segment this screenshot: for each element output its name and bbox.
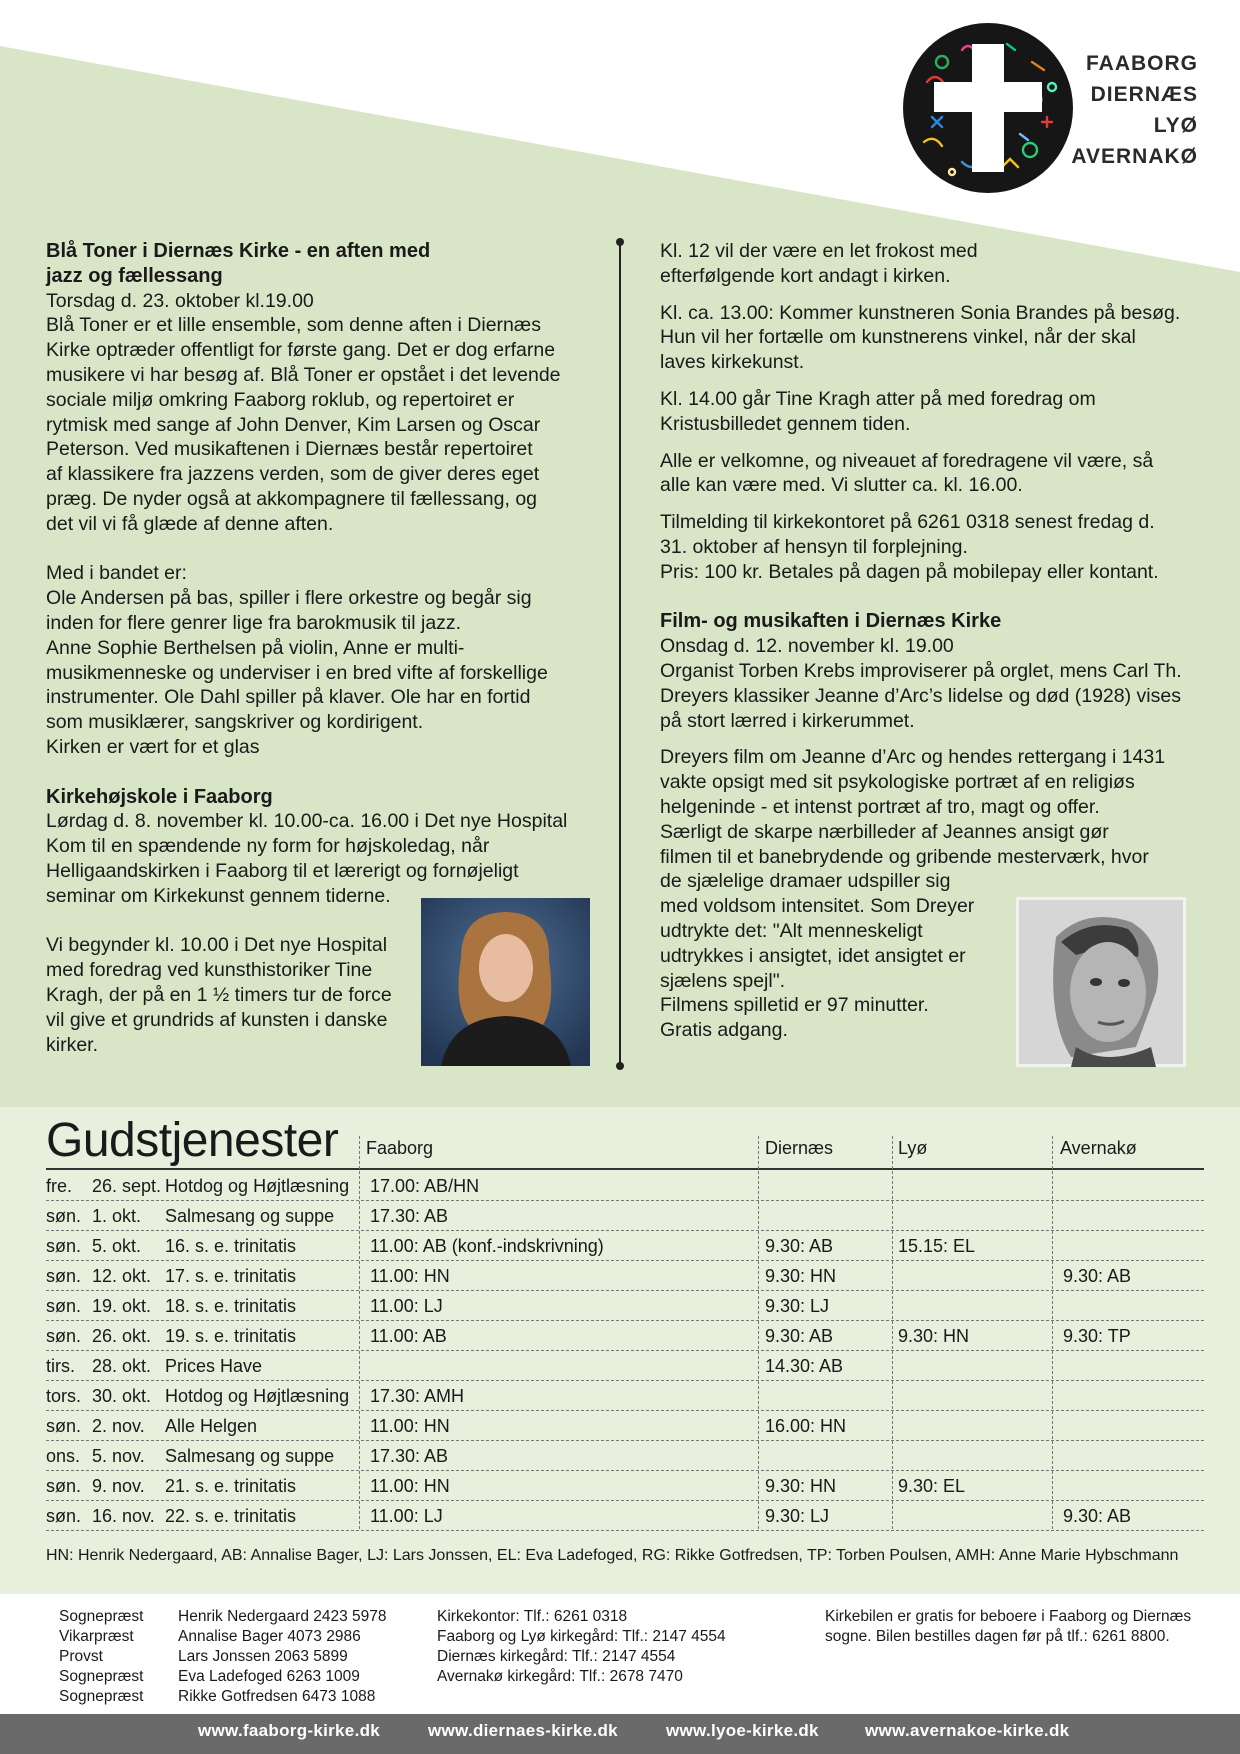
cell-day: søn.	[46, 1476, 82, 1496]
body-line: Kragh, der på en 1 ½ timers tur de force	[46, 983, 392, 1006]
body-line: Filmens spilletid er 97 minutter.	[660, 994, 929, 1017]
body-line: det vil vi få glæde af denne aften.	[46, 512, 334, 535]
body-line: Alle er velkomne, og niveauet af foredragene vil være, så	[660, 449, 1154, 472]
table-row	[46, 1381, 1204, 1411]
cell-faaborg: 11.00: AB (konf.-indskrivning)	[370, 1236, 604, 1256]
cell-day: søn.	[46, 1326, 82, 1346]
cell-day: søn.	[46, 1506, 82, 1526]
parish-name: AVERNAKØ	[1071, 145, 1198, 168]
article-title: jazz og fællessang	[46, 264, 223, 287]
clergy-contact: Lars Jonssen 2063 5899	[178, 1648, 348, 1665]
body-line: Gratis adgang.	[660, 1019, 788, 1042]
table-row	[46, 1321, 1204, 1351]
info-line: sogne. Bilen bestilles dagen før på tlf.: 6261 8800.	[825, 1628, 1170, 1645]
body-line: de sjælelige dramaer udspiller sig	[660, 870, 951, 893]
body-line: udtrykte det: "Alt menneskeligt	[660, 919, 923, 942]
cell-event: Salmesang og suppe	[165, 1446, 335, 1466]
website-link-diernaes[interactable]: www.diernaes-kirke.dk	[428, 1721, 618, 1740]
article-title: Kirkehøjskole i Faaborg	[46, 785, 273, 808]
cell-day: søn.	[46, 1296, 82, 1316]
church-car-info	[825, 1607, 1191, 1647]
body-line: kirker.	[46, 1033, 99, 1056]
body-line: laves kirkekunst.	[660, 351, 805, 374]
office-contact: Faaborg og Lyø kirkegård: Tlf.: 2147 4554	[437, 1628, 726, 1645]
website-link-lyo[interactable]: www.lyoe-kirke.dk	[666, 1721, 819, 1740]
cell-date: 28. okt.	[92, 1356, 152, 1376]
column-header-avernako: Avernakø	[1060, 1138, 1137, 1158]
cell-diernaes: 14.30: AB	[765, 1356, 844, 1376]
office-contacts	[437, 1607, 726, 1687]
cell-date: 2. nov.	[92, 1416, 145, 1436]
body-line: Kl. ca. 13.00: Kommer kunstneren Sonia Brandes på besøg.	[660, 301, 1181, 324]
parish-name: FAABORG	[1086, 52, 1198, 75]
cell-faaborg: 11.00: HN	[370, 1416, 450, 1436]
cell-day: søn.	[46, 1206, 82, 1226]
clergy-roles	[59, 1607, 143, 1707]
cell-date: 19. okt.	[92, 1296, 152, 1316]
cell-day: søn.	[46, 1236, 82, 1256]
cell-event: 18. s. e. trinitatis	[165, 1296, 297, 1316]
cell-avernako: 9.30: AB	[1063, 1506, 1132, 1526]
parish-name: LYØ	[1153, 114, 1198, 137]
body-line: Kirken er vært for et glas	[46, 735, 260, 758]
cell-event: Prices Have	[165, 1356, 263, 1376]
body-line: Kl. 14.00 går Tine Kragh atter på med foredrag om	[660, 387, 1096, 410]
role: Provst	[59, 1648, 103, 1665]
body-line: Kl. 12 vil der være en let frokost med	[660, 240, 978, 262]
body-line: med voldsom intensitet. Som Dreyer	[660, 895, 975, 918]
body-line: som musiklærer, sangskriver og kordirigent.	[46, 711, 424, 734]
body-line: Hun vil her fortælle om kunstnerens vinkel, når der skal	[660, 326, 1136, 349]
cell-day: ons.	[46, 1446, 81, 1466]
film-still-photo	[1016, 897, 1186, 1067]
table-row	[46, 1501, 1204, 1531]
body-line: 31. oktober af hensyn til forplejning.	[660, 535, 968, 558]
cell-faaborg: 17.30: AB	[370, 1446, 449, 1466]
table-row	[46, 1411, 1204, 1441]
body-line: udtrykkes i ansigtet, idet ansigtet er	[660, 944, 966, 967]
cell-date: 26. okt.	[92, 1326, 152, 1346]
article-date: Torsdag d. 23. oktober kl.19.00	[46, 289, 314, 312]
cell-event: 22. s. e. trinitatis	[165, 1506, 297, 1526]
table-row	[46, 1441, 1204, 1471]
body-line: på stort lærred i kirkerummet.	[660, 709, 915, 732]
cell-faaborg: 11.00: LJ	[370, 1296, 443, 1316]
schedule-title: Gudstjenester	[46, 1114, 339, 1167]
body-line: Ole Andersen på bas, spiller i flere orkestre og begår sig	[46, 587, 532, 610]
cell-event: Hotdog og Højtlæsning	[165, 1386, 350, 1406]
cell-faaborg: 11.00: HN	[370, 1476, 450, 1496]
cell-event: 19. s. e. trinitatis	[165, 1326, 297, 1346]
cell-day: tors.	[46, 1386, 82, 1406]
table-row	[46, 1471, 1204, 1501]
cell-faaborg: 11.00: LJ	[370, 1506, 443, 1526]
body-line: filmen til et banebrydende og gribende mesterværk, hvor	[660, 845, 1149, 868]
cell-date: 12. okt.	[92, 1266, 152, 1286]
cell-diernaes: 9.30: HN	[765, 1476, 837, 1496]
cell-diernaes: 9.30: HN	[765, 1266, 837, 1286]
cell-diernaes: 16.00: HN	[765, 1416, 847, 1436]
cell-diernaes: 9.30: LJ	[765, 1296, 830, 1316]
body-line: instrumenter. Ole Dahl spiller på klaver. Ole har en fortid	[46, 686, 531, 709]
cell-day: tirs.	[46, 1356, 75, 1376]
office-contact: Kirkekontor: Tlf.: 6261 0318	[437, 1608, 628, 1625]
cell-faaborg: 17.30: AMH	[370, 1386, 465, 1406]
body-line: med foredrag ved kunsthistoriker Tine	[46, 959, 373, 982]
body-line: Organist Torben Krebs improviserer på orglet, mens Carl Th.	[660, 659, 1182, 682]
body-line: musikere vi har besøg af. Blå Toner er opstået i det levende	[46, 363, 561, 386]
cell-day: søn.	[46, 1266, 82, 1286]
body-line: inden for flere genrer lige fra barokmusik til jazz.	[46, 611, 462, 634]
cell-faaborg: 17.00: AB/HN	[370, 1176, 480, 1196]
cell-event: Salmesang og suppe	[165, 1206, 335, 1226]
table-row	[46, 1171, 1204, 1201]
cell-faaborg: 11.00: AB	[370, 1326, 447, 1346]
article-title: Film- og musikaften i Diernæs Kirke	[660, 610, 1002, 633]
cell-day: søn.	[46, 1416, 82, 1436]
body-line: helgeninde - et intenst portræt af tro, magt og offer.	[660, 795, 1100, 818]
cell-diernaes: 9.30: AB	[765, 1236, 834, 1256]
cell-event: 16. s. e. trinitatis	[165, 1236, 297, 1256]
cell-event: Alle Helgen	[165, 1416, 258, 1436]
clergy-contact: Eva Ladefoged 6263 1009	[178, 1668, 360, 1685]
table-row	[46, 1231, 1204, 1261]
body-line: Tilmelding til kirkekontoret på 6261 0318 senest fredag d.	[660, 511, 1155, 534]
body-line: rytmisk med sange af John Denver, Kim Larsen og Oscar	[46, 413, 541, 436]
cell-date: 5. okt.	[92, 1236, 142, 1256]
table-header-rule	[46, 1168, 1204, 1170]
article-date: Lørdag d. 8. november kl. 10.00-ca. 16.00 i Det nye Hospital	[46, 810, 568, 833]
body-line: Dreyers klassiker Jeanne d’Arc’s lidelse og død (1928) vises	[660, 684, 1181, 707]
clergy-names	[178, 1607, 387, 1707]
office-contact: Diernæs kirkegård: Tlf.: 2147 4554	[437, 1648, 676, 1665]
body-line: Med i bandet er:	[46, 562, 187, 585]
role: Vikarpræst	[59, 1628, 134, 1645]
cell-diernaes: 9.30: LJ	[765, 1506, 830, 1526]
table-row	[46, 1261, 1204, 1291]
body-line: Dreyers film om Jeanne d’Arc og hendes rettergang i 1431	[660, 746, 1166, 769]
article-date: Onsdag d. 12. november kl. 19.00	[660, 635, 954, 658]
body-line: Kristusbilledet gennem tiden.	[660, 412, 911, 435]
body-line: alle kan være med. Vi slutter ca. kl. 16.00.	[660, 474, 1023, 497]
body-line: præg. De nyder også at akkompagnere til fællessang, og	[46, 487, 538, 510]
cell-avernako: 9.30: TP	[1063, 1326, 1131, 1346]
cell-date: 9. nov.	[92, 1476, 145, 1496]
body-line: Helligaandskirken i Faaborg til et lærerigt og fornøjeligt	[46, 859, 519, 882]
body-line: Anne Sophie Berthelsen på violin, Anne er multi-	[46, 636, 465, 659]
office-contact: Avernakø kirkegård: Tlf.: 2678 7470	[437, 1668, 683, 1685]
church-logo-icon	[902, 22, 1074, 194]
body-line: Pris: 100 kr. Betales på dagen på mobilepay eller kontant.	[660, 560, 1159, 583]
cell-event: Hotdog og Højtlæsning	[165, 1176, 350, 1196]
clergy-contact: Annalise Bager 4073 2986	[178, 1628, 361, 1645]
column-header-faaborg: Faaborg	[366, 1138, 434, 1158]
cell-date: 16. nov.	[92, 1506, 155, 1526]
table-row	[46, 1201, 1204, 1231]
cell-faaborg: 11.00: HN	[370, 1266, 450, 1286]
cell-faaborg: 17.30: AB	[370, 1206, 449, 1226]
cell-date: 26. sept.	[92, 1176, 162, 1196]
column-header-diernaes: Diernæs	[765, 1138, 834, 1158]
body-line: vil give et grundrids af kunsten i danske	[46, 1008, 388, 1031]
body-line: vakte opsigt med sit psykologiske portræt af en religiøs	[660, 771, 1135, 794]
body-line: sjælens spejl".	[660, 969, 786, 992]
body-line: af klassikere fra jazzens verden, som de giver deres eget	[46, 463, 540, 486]
cell-day: fre.	[46, 1176, 73, 1196]
body-line: Særligt de skarpe nærbilleder af Jeannes ansigt gør	[660, 820, 1109, 843]
cell-diernaes: 9.30: AB	[765, 1326, 834, 1346]
cell-event: 21. s. e. trinitatis	[165, 1476, 297, 1496]
portrait-photo	[421, 898, 590, 1066]
cell-date: 5. nov.	[92, 1446, 145, 1466]
body-line: musikmenneske og underviser i en bred vifte af forskellige	[46, 661, 548, 684]
article-title: Blå Toner i Diernæs Kirke - en aften med	[46, 240, 431, 262]
website-link-faaborg[interactable]: www.faaborg-kirke.dk	[198, 1721, 381, 1740]
parish-names	[1071, 48, 1198, 172]
schedule-legend: HN: Henrik Nedergaard, AB: Annalise Bager, LJ: Lars Jonssen, EL: Eva Ladefoged, RG: Rikke Gotfredsen, TP: Torben Poulsen, AMH: Anne Marie Hybschmann	[46, 1547, 1179, 1564]
body-line: Kirke optræder offentligt for første gang. Det er dog erfarne	[46, 339, 556, 362]
cell-lyo: 15.15: EL	[898, 1236, 976, 1256]
body-line: seminar om Kirkekunst gennem tiderne.	[46, 884, 391, 907]
clergy-contact: Henrik Nedergaard 2423 5978	[178, 1608, 387, 1625]
table-row	[46, 1291, 1204, 1321]
body-line: Blå Toner er et lille ensemble, som denne aften i Diernæs	[46, 314, 541, 337]
body-line: Kom til en spændende ny form for højskoledag, når	[46, 835, 490, 858]
cell-date: 30. okt.	[92, 1386, 152, 1406]
body-line: sociale miljø omkring Faaborg roklub, og repertoiret er	[46, 388, 515, 411]
cell-avernako: 9.30: AB	[1063, 1266, 1132, 1286]
column-divider	[619, 242, 621, 1066]
website-link-avernako[interactable]: www.avernakoe-kirke.dk	[865, 1721, 1070, 1740]
info-line: Kirkebilen er gratis for beboere i Faaborg og Diernæs	[825, 1608, 1192, 1625]
row-separator	[46, 1530, 1204, 1531]
table-row	[46, 1351, 1204, 1381]
body-line: efterfølgende kort andagt i kirken.	[660, 264, 951, 287]
cell-date: 1. okt.	[92, 1206, 142, 1226]
cell-lyo: 9.30: EL	[898, 1476, 966, 1496]
cell-lyo: 9.30: HN	[898, 1326, 970, 1346]
cell-event: 17. s. e. trinitatis	[165, 1266, 297, 1286]
column-header-lyo: Lyø	[898, 1138, 928, 1158]
role: Sognepræst	[59, 1668, 144, 1685]
body-line: Vi begynder kl. 10.00 i Det nye Hospital	[46, 934, 388, 957]
role: Sognepræst	[59, 1608, 144, 1625]
role: Sognepræst	[59, 1688, 144, 1705]
body-line: Peterson. Ved musikaftenen i Diernæs består repertoiret	[46, 438, 533, 461]
clergy-contact: Rikke Gotfredsen 6473 1088	[178, 1688, 376, 1705]
parish-name: DIERNÆS	[1090, 83, 1198, 106]
